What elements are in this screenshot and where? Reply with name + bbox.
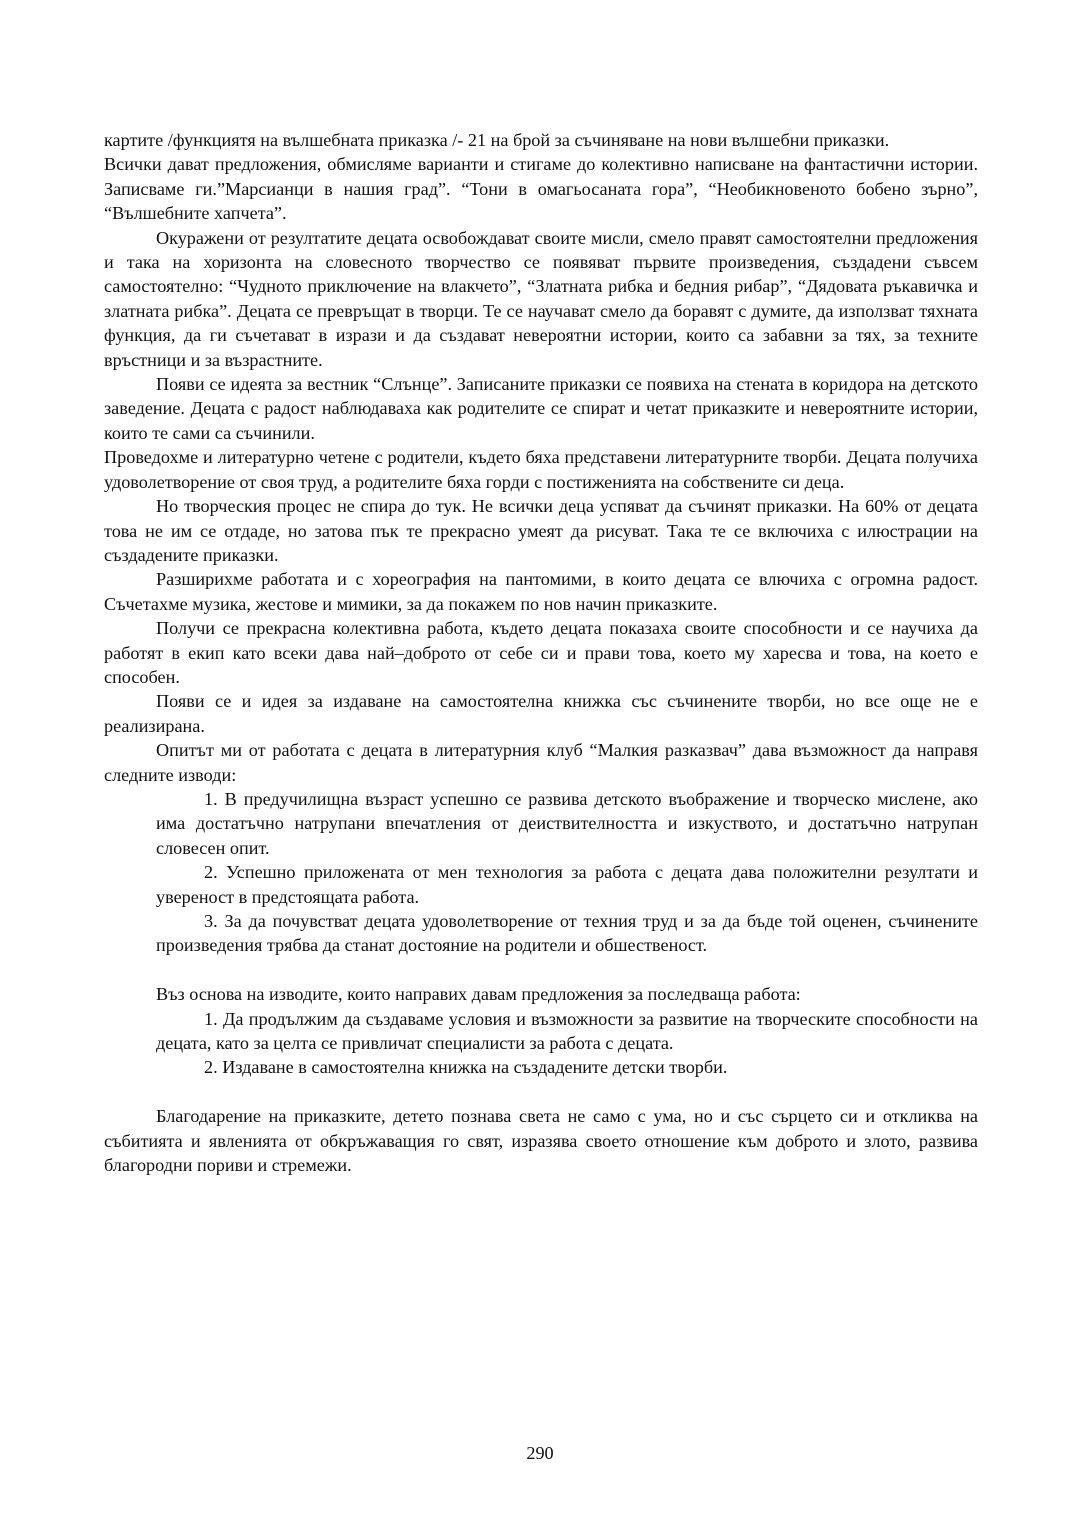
conclusion-item: 2. Успешно приложената от мен технология за работа с децата дава положителни резултати и увереност в предстоящата работа. <box>156 862 978 907</box>
document-page <box>104 128 978 1177</box>
spacer <box>104 1080 978 1104</box>
closing-paragraph: Благодарение на приказките, детето познава света не само с ума, но и със сърцето си и откликва на събитията и явленията от обкръжаващия го свят, изразява своето отношение към доброто и злото, развива благородни пориви и стремежи. <box>104 1106 978 1176</box>
paragraph-suggestions: Всички дават предложения, обмисляме варианти и стигаме до колективно написване на фантастични истории. Записваме ги.”Марсианци в нашия град”. “Тони в омагьосаната гора”, “Необикновеното бобено зърно”, “Вълшебните хапчета”. <box>104 154 978 224</box>
paragraph-teamwork: Получи се прекрасна колективна работа, където децата показаха своите способности и се научиха да работят в екип като всеки дава най–доброто от себе си и прави това, което му харесва и това, на което е способен. <box>104 618 978 687</box>
paragraph-creative-process: Но творческия процес не спира до тук. Не всички деца успяват да съчинят приказки. На 60% от децата това не им се отдаде, но затова пък те прекрасно умеят да рисуват. Така те се включиха с илюстрации на създадените приказки. <box>104 496 978 565</box>
paragraph-cards: картите /функциятя на вълшебната приказка /- 21 на брой за съчиняване на нови вълшебни приказки. <box>104 130 890 150</box>
proposal-item: 2. Издаване в самостоятелна книжка на създадените детски творби. <box>204 1057 728 1078</box>
paragraph-experience: Опитът ми от работата с децата в литературния клуб “Малкия разказвач” дава възможност да направя следните изводи: <box>104 740 978 785</box>
conclusion-item: 1. В предучилищна възраст успешно се развива детското въображение и творческо мислене, ако има достатъчно натрупани впечатления от деиствителността и изкуството, и достатъчно натрупан словесен опит. <box>156 788 978 858</box>
proposals-intro: Въз основа на изводите, които направих давам предложения за последваща работа: <box>156 984 801 1005</box>
paragraph-reading: Проведохме и литературно четене с родители, където бяха представени литературните творби. Децата получиха удоволетворение от своя труд, а родителите бяха горди с постиженията на собствените си деца. <box>104 447 978 492</box>
conclusion-item: 3. За да почувстват децата удоволетворение от техния труд и за да бъде той оценен, съчинените произведения трябва да станат достояние на родители и обшественост. <box>156 911 978 956</box>
paragraph-choreography: Разширихме работата и с хореография на пантомими, в които децата се влючиха с огромна радост. Съчетахме музика, жестове и мимики, за да покажем по нов начин приказките. <box>104 569 978 614</box>
paragraph-encouraged: Окуражени от резултатите децата освобождават своите мисли, смело правят самостоятелни предложения и така на хоризонта на словесното творчество се появяват първите произведения, създадени съвсем самостоятелно: “Чудното приключение на влакчето”, “Златната рибка и бедния рибар”, “Дядовата ръкавичка и златната рибка”. Децата се превръщат в творци. Те се научават смело да боравят с думите, да използват тяхната функция, да ги съчетават в изрази и да създават невероятни истории, които са забавни за тях, за техните връстници и за възрастните. <box>104 227 978 370</box>
page-number: 290 <box>526 1443 554 1463</box>
spacer <box>104 958 978 982</box>
proposal-item: 1. Да продължим да създаваме условия и възможности за развитие на творческите способности на децата, като за целта се привличат специалисти за работа с децата. <box>156 1008 978 1054</box>
paragraph-book-idea: Появи се и идея за издаване на самостоятелна книжка със съчинените творби, но все още не е реализирана. <box>104 691 978 736</box>
paragraph-newspaper: Появи се идеята за вестник “Слънце”. Записаните приказки се появиха на стената в коридора на детското заведение. Децата с радост наблюдаваха как родителите се спират и четат приказките и невероятните истории, които те сами са съчинили. <box>104 374 978 443</box>
